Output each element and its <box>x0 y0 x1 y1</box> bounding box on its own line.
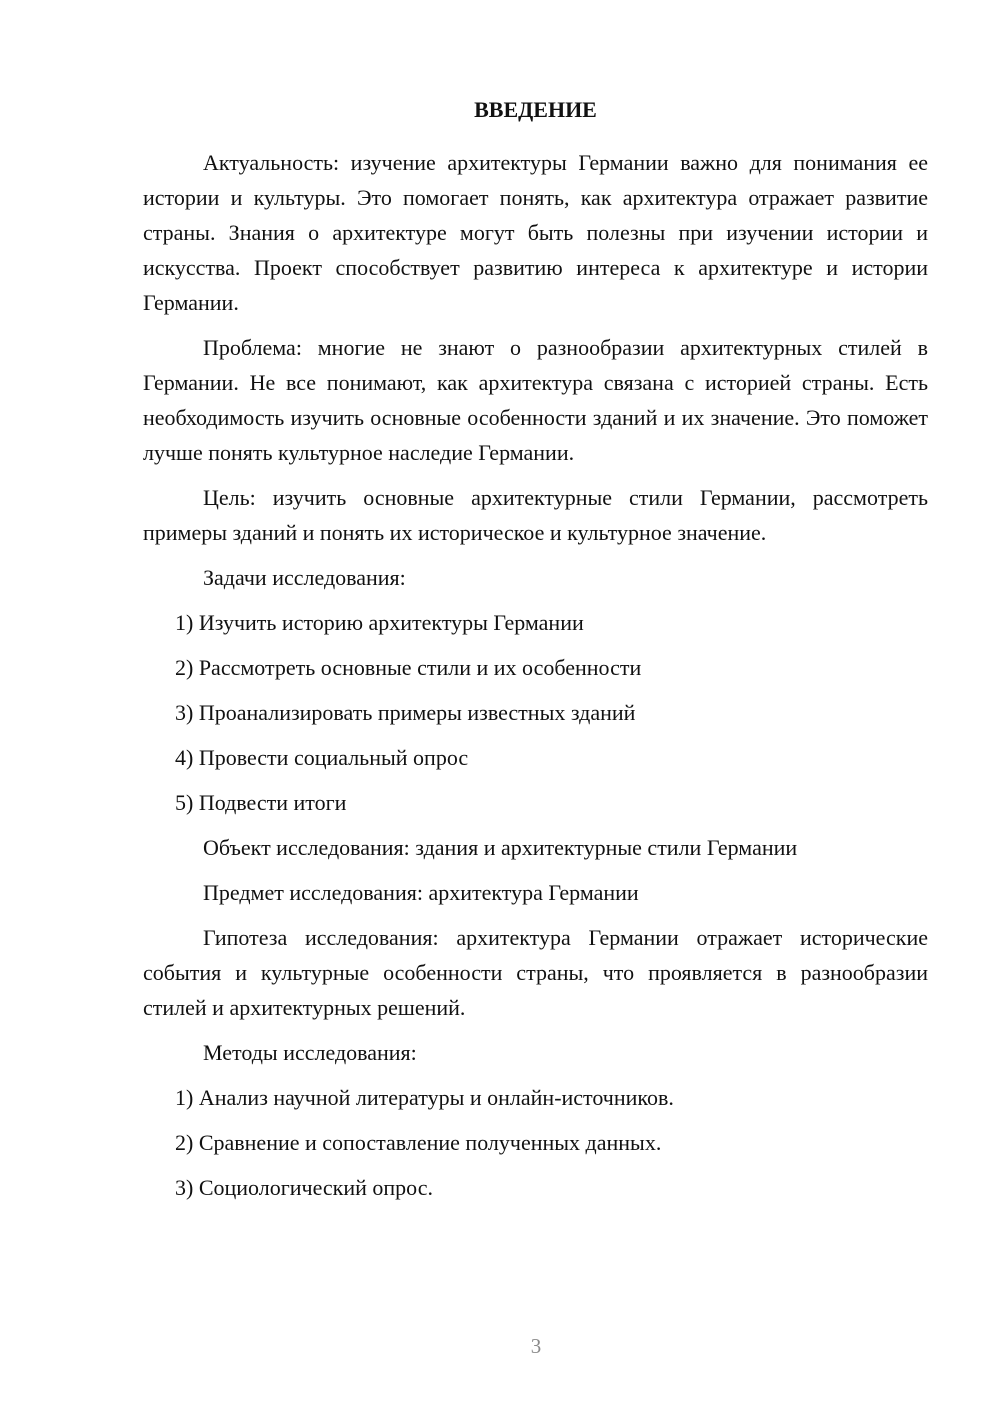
research-object: Объект исследования: здания и архитектурные стили Германии <box>203 835 798 860</box>
relevance-paragraph: Актуальность: изучение архитектуры Германии важно для понимания ее истории и культуры. Это помогает понять, как архитектура отражает развитие страны. Знания о архитектуре могут быть полезны при изучении истории и искусства. Проект способствует развитию интереса к архитектуре и истории Германии. <box>143 150 928 315</box>
list-item: 1) Изучить историю архитектуры Германии <box>175 610 584 635</box>
list-item: 2) Сравнение и сопоставление полученных данных. <box>175 1130 662 1155</box>
research-subject: Предмет исследования: архитектура Германии <box>203 880 639 905</box>
methods-heading: Методы исследования: <box>203 1040 417 1065</box>
page-number: 3 <box>530 1334 542 1358</box>
page-title: ВВЕДЕНИЕ <box>474 97 597 122</box>
list-item: 2) Рассмотреть основные стили и их особенности <box>175 655 642 680</box>
tasks-list <box>143 605 928 820</box>
goal-paragraph: Цель: изучить основные архитектурные стили Германии, рассмотреть примеры зданий и понять их историческое и культурное значение. <box>143 485 928 545</box>
hypothesis-paragraph: Гипотеза исследования: архитектура Германии отражает исторические события и культурные особенности страны, что проявляется в разнообразии стилей и архитектурных решений. <box>143 925 928 1020</box>
document-body <box>143 96 928 1215</box>
tasks-heading: Задачи исследования: <box>203 565 406 590</box>
list-item: 1) Анализ научной литературы и онлайн-источников. <box>175 1085 674 1110</box>
problem-paragraph: Проблема: многие не знают о разнообразии архитектурных стилей в Германии. Не все понимают, как архитектура связана с историей страны. Есть необходимость изучить основные особенности зданий и их значение. Это поможет лучше понять культурное наследие Германии. <box>143 335 928 465</box>
list-item: 3) Социологический опрос. <box>175 1175 433 1200</box>
methods-list <box>143 1080 928 1205</box>
list-item: 5) Подвести итоги <box>175 790 347 815</box>
list-item: 4) Провести социальный опрос <box>175 745 469 770</box>
list-item: 3) Проанализировать примеры известных зданий <box>175 700 636 725</box>
